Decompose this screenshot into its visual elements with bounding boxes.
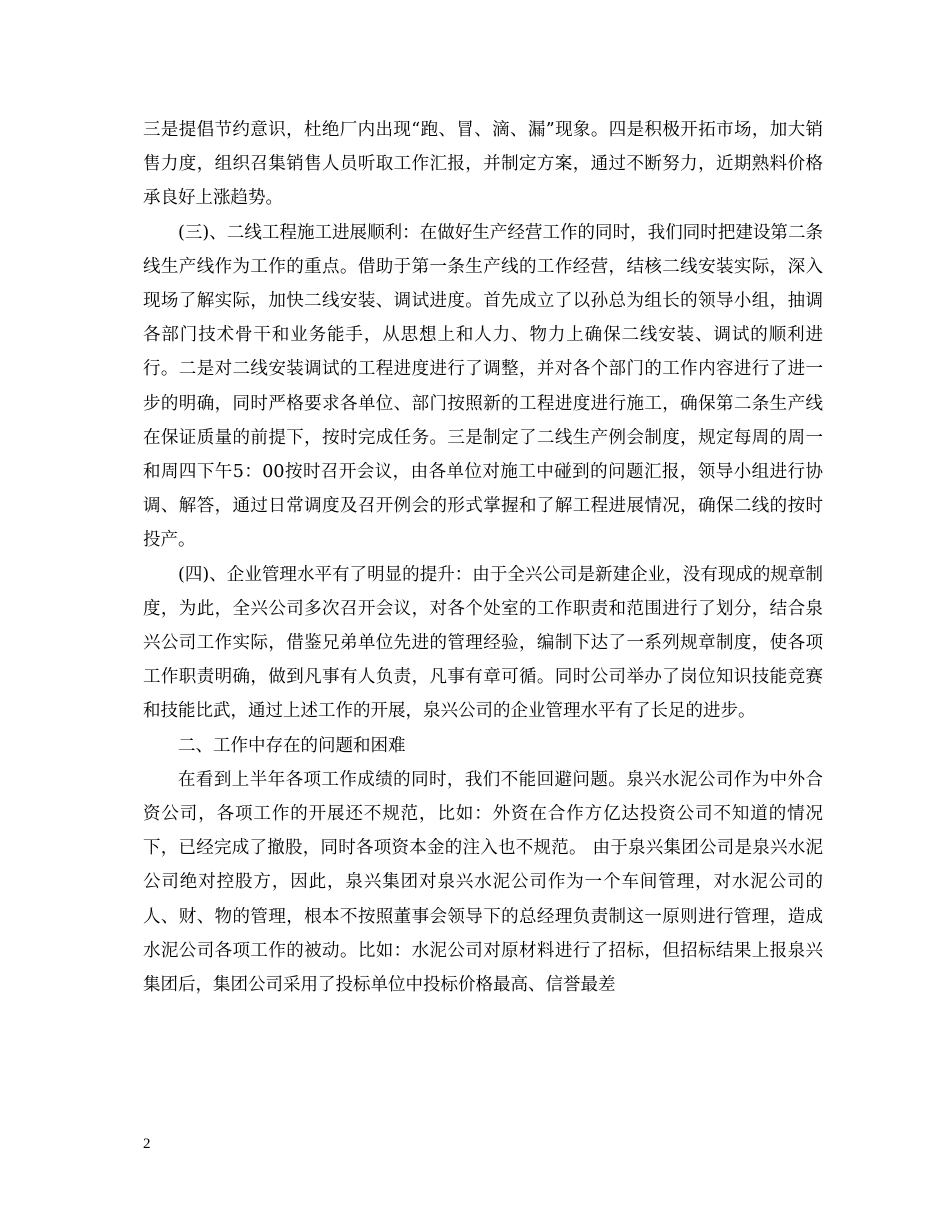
page-number: 2 bbox=[143, 1136, 151, 1152]
paragraph-continuation: 三是提倡节约意识，杜绝厂内出现“跑、冒、滴、漏”现象。四是积极开拓市场，加大销售力度，组织召集销售人员听取工作汇报，并制定方案，通过不断努力，近期熟料价格承良好上涨趋势。 bbox=[143, 120, 823, 209]
section-heading-problems: 二、工作中存在的问题和困难 bbox=[178, 735, 406, 756]
document-body bbox=[143, 113, 823, 1002]
paragraph-section-three: (三)、二线工程施工进展顺利：在做好生产经营工作的同时，我们同时把建设第二条线生产线作为工作的重点。借助于第一条生产线的工作经营，结核二线安装实际，深入现场了解实际，加快二线安装、调试进度。首先成立了以孙总为组长的领导小组，抽调各部门技术骨干和业务能手，从思想上和人力、物力上确保二线安装、调试的顺利进行。二是对二线安装调试的工程进度进行了调整，并对各个部门的工作内容进行了进一步的明确，同时严格要求各单位、部门按照新的工程进度进行施工，确保第二条生产线在保证质量的前提下，按时完成任务。三是制定了二线生产例会制度，规定每周的周一和周四下午5：00按时召开会议，由各单位对施工中碰到的问题汇报，领导小组进行协调、解答，通过日常调度及召开例会的形式掌握和了解工程进展情况，确保二线的按时投产。 bbox=[143, 222, 823, 551]
paragraph-problems: 在看到上半年各项工作成绩的同时，我们不能回避问题。泉兴水泥公司作为中外合资公司，各项工作的开展还不规范，比如：外资在合作方亿达投资公司不知道的情况下，已经完成了撤股，同时各项资本金的注入也不规范。 由于泉兴集团公司是泉兴水泥公司绝对控股方，因此，泉兴集团对泉兴水泥公司作为一个车间管理，对水泥公司的人、财、物的管理，根本不按照董事会领导下的总经理负责制这一原则进行管理，造成水泥公司各项工作的被动。比如：水泥公司对原材料进行了招标，但招标结果上报泉兴集团后，集团公司采用了投标单位中投标价格最高、信誉最差 bbox=[143, 769, 823, 996]
paragraph-section-four: (四)、企业管理水平有了明显的提升：由于全兴公司是新建企业，没有现成的规章制度，为此，全兴公司多次召开会议，对各个处室的工作职责和范围进行了划分，结合泉兴公司工作实际，借鉴兄弟单位先进的管理经验，编制下达了一系列规章制度，使各项工作职责明确，做到凡事有人负责，凡事有章可循。同时公司举办了岗位知识技能竞赛和技能比武，通过上述工作的开展，泉兴公司的企业管理水平有了长足的进步。 bbox=[143, 564, 823, 722]
